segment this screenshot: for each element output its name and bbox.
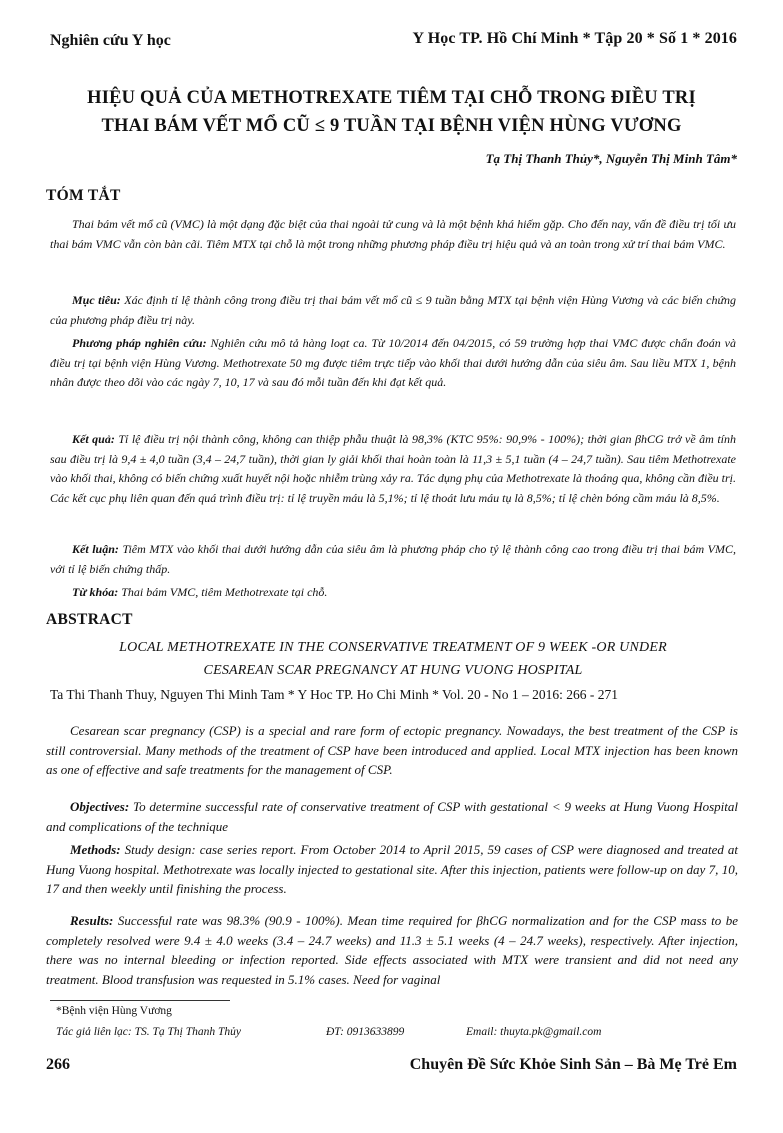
footnote-phone: ĐT: 0913633899 [326,1026,405,1038]
article-title-line-2: THAI BÁM VẾT MỔ CŨ ≤ 9 TUẦN TẠI BỆNH VIỆN HÙNG VƯƠNG [101,116,682,136]
citation-line: Ta Thi Thanh Thuy, Nguyen Thi Minh Tam * Y Hoc TP. Ho Chi Minh * Vol. 20 - No 1 – 2016: 266 - 271 [50,687,618,702]
objective-text: Xác định tỉ lệ thành công trong điều trị thai bám vết mổ cũ ≤ 9 tuần bằng MTX tại bệnh viện Hùng Vương và các biến chứng của phương pháp điều trị này. [50,293,737,327]
abstract-methods-text: Study design: case series report. From October 2014 to April 2015, 59 cases of CSP were diagnosed and treated at Hung Vuong hospital. Methotrexate was locally injected to gestational site. After this injection, patients were follow-up on day 7, 10, 17 and then weekly until finishing the process. [46,842,738,896]
abstract-results-text: Successful rate was 98.3% (90.9 - 100%). Mean time required for βhCG normalization and for the CSP mass to be completely resolved were 9.4 ± 4.0 weeks (3.4 – 24.7 weeks) and 11.3 ± 5.1 weeks (4 – 24.7 weeks), respectively. After injection, there was no internal bleeding or infection reported. Side effects associated with MTX were transient and did not need any treatment. Blood transfusion was requested in 5.1% cases. Need for vaginal [46,913,738,987]
footnote-divider [50,1000,230,1001]
abstract-methods [46,840,738,899]
tomtat-intro-text: Thai bám vết mổ cũ (VMC) là một dạng đặc biệt của thai ngoài tử cung và là một bệnh khá hiếm gặp. Cho đến nay, vấn đề điều trị tối ưu thai bám VMC vẫn còn bàn cãi. Tiêm MTX tại chỗ là một trong những phương pháp điều trị hiệu quả và an toàn trong xử trí thai bám VMC. [50,217,736,251]
running-header-journal: Y Học TP. Hồ Chí Minh * Tập 20 * Số 1 * 2016 [412,30,737,47]
article-title-line-1: HIỆU QUẢ CỦA METHOTREXATE TIÊM TẠI CHỖ TRONG ĐIỀU TRỊ [87,88,696,108]
footnote-contact: Tác giả liên lạc: TS. Tạ Thị Thanh Thủy [56,1026,241,1038]
methods-text: Nghiên cứu mô tả hàng loạt ca. Từ 10/2014 đến 04/2015, có 59 trường hợp thai VMC được chẩn đoán và điều trị tại bệnh viện Hùng Vương. Methotrexate 50 mg được tiêm trực tiếp vào khối thai dưới hướng dẫn của siêu âm. Sau liều MTX 1, bệnh nhân được theo dõi vào các ngày 7, 10, 17 và sau đó mỗi tuần đến khi đạt kết quả. [50,336,736,389]
methods-label: Phương pháp nghiên cứu: [72,336,207,350]
running-header-section: Nghiên cứu Y học [50,32,171,49]
results-text: Tỉ lệ điều trị nội thành công, không can thiệp phẫu thuật là 98,3% (KTC 95%: 90,9% - 100%); thời gian βhCG trở về âm tính sau điều trị là 9,4 ± 4,0 tuần (3,4 – 24,7 tuần), thời gian ly giải khối thai hoàn toàn là 11,3 ± 5,1 tuần (4 – 24,7 tuần). Sau tiêm Methotrexate vào khối thai, không có biến chứng xuất huyết nội hoặc nhiễm trùng xảy ra. Tác dụng phụ của Methotrexate là thoáng qua, không cần điều trị. Các kết cục phụ liên quan đến quá trình điều trị: tỉ lệ truyền máu là 5,1%; tỉ lệ thoát lưu máu tụ là 8,5%; tỉ lệ chèn bóng cầm máu là 8,5%. [50,432,736,505]
tomtat-conclusion [50,540,736,579]
author-list: Tạ Thị Thanh Thủy*, Nguyễn Thị Minh Tâm* [485,151,737,166]
objectives-label: Objectives: [70,799,130,814]
tomtat-objective [50,291,736,330]
objective-label: Mục tiêu: [72,293,121,307]
abstract-results [46,911,738,989]
tomtat-intro [50,215,736,254]
conclusion-text: Tiêm MTX vào khối thai dưới hướng dẫn của siêu âm là phương pháp cho tỷ lệ thành công cao trong điều trị thai bám VMC, với tỉ lệ biến chứng thấp. [50,542,737,576]
conclusion-label: Kết luận: [72,542,119,556]
tomtat-results [50,430,736,508]
abstract-results-label: Results: [70,913,114,928]
page-number: 266 [46,1056,70,1073]
keywords-label: Từ khóa: [72,585,119,599]
results-label: Kết quả: [72,432,115,446]
objectives-text: To determine successful rate of conservative treatment of CSP with gestational < 9 weeks at Hung Vuong Hospital and complications of the technique [46,799,738,834]
tomtat-methods [50,334,736,393]
section-heading-abstract: ABSTRACT [46,611,133,628]
footnote-email: Email: thuyta.pk@gmail.com [466,1026,602,1038]
english-title-line-2: CESAREAN SCAR PREGNANCY AT HUNG VUONG HOSPITAL [203,663,583,678]
tomtat-keywords [50,583,736,603]
footer-journal-title: Chuyên Đề Sức Khỏe Sinh Sản – Bà Mẹ Trẻ Em [409,1056,737,1073]
english-title-line-1: LOCAL METHOTREXATE IN THE CONSERVATIVE TREATMENT OF 9 WEEK -OR UNDER [119,640,667,655]
abstract-intro [46,721,738,780]
keywords-text: Thai bám VMC, tiêm Methotrexate tại chỗ. [118,585,328,599]
abstract-methods-label: Methods: [70,842,121,857]
footnote-contact-line [56,1026,736,1038]
abstract-intro-text: Cesarean scar pregnancy (CSP) is a special and rare form of ectopic pregnancy. Nowadays, the best treatment of the CSP is still controversial. Many methods of the treatment of CSP have been introduced and applied. Local MTX injection has been known as one of effective and safe treatments for the management of CSP. [46,723,738,777]
footnote-affiliation: *Bệnh viện Hùng Vương [56,1005,172,1017]
abstract-objectives [46,797,738,836]
section-heading-tomtat: TÓM TẮT [46,187,121,204]
